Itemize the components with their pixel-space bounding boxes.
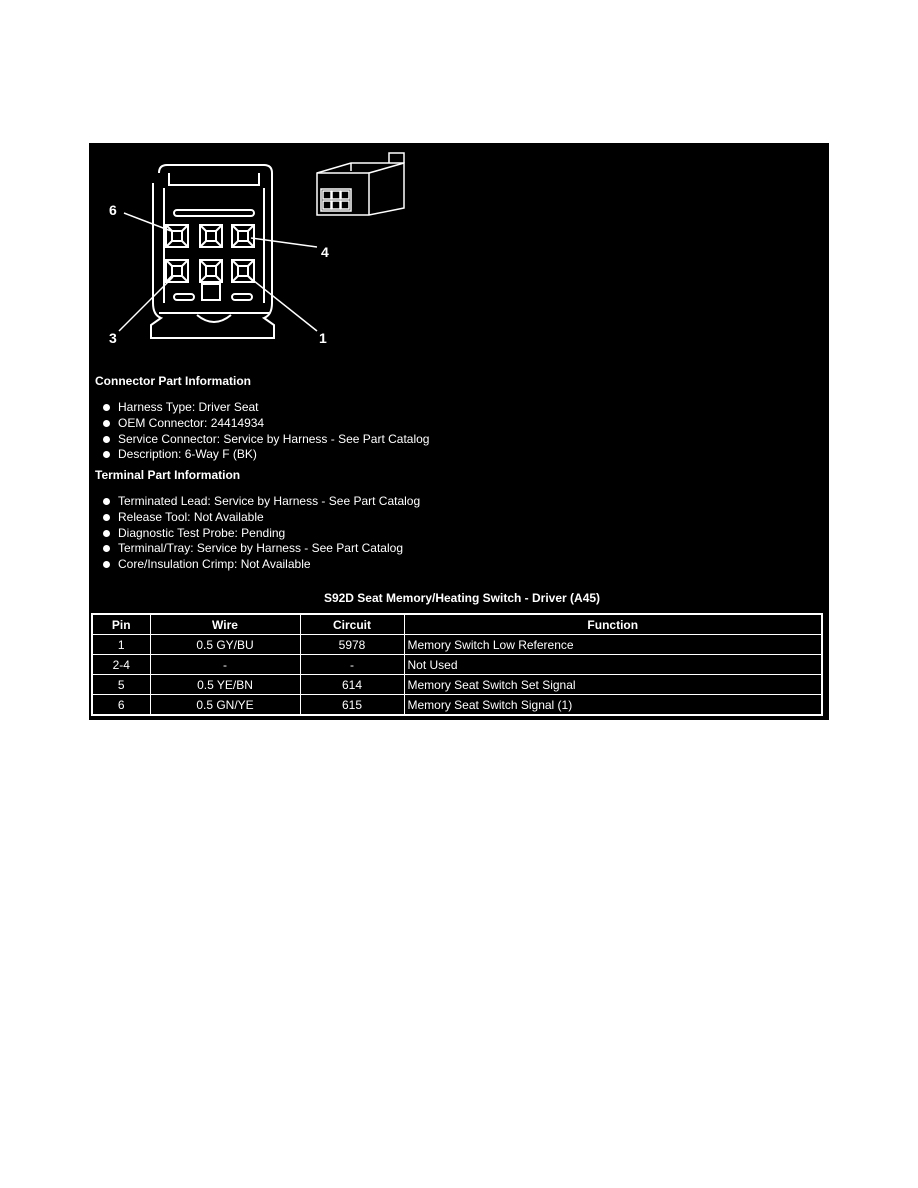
list-item: Terminated Lead: Service by Harness - See Part Catalog bbox=[101, 494, 420, 510]
cell-wire: 0.5 GY/BU bbox=[150, 635, 300, 655]
cell-circuit: - bbox=[300, 655, 404, 675]
cell-wire: - bbox=[150, 655, 300, 675]
cell-wire: 0.5 GN/YE bbox=[150, 695, 300, 716]
header-wire: Wire bbox=[150, 614, 300, 635]
callout-6: 6 bbox=[109, 202, 117, 218]
cell-function: Memory Seat Switch Set Signal bbox=[404, 675, 822, 695]
table-row bbox=[92, 655, 822, 675]
cell-pin: 2-4 bbox=[92, 655, 150, 675]
pin-table-title: S92D Seat Memory/Heating Switch - Driver (A45) bbox=[323, 591, 601, 605]
list-item: Diagnostic Test Probe: Pending bbox=[101, 526, 420, 542]
connector-face-diagram bbox=[89, 143, 829, 363]
callout-3: 3 bbox=[109, 330, 117, 346]
list-item: Description: 6-Way F (BK) bbox=[101, 447, 429, 463]
header-circuit: Circuit bbox=[300, 614, 404, 635]
list-item: OEM Connector: 24414934 bbox=[101, 416, 429, 432]
table-row bbox=[92, 675, 822, 695]
pin-table bbox=[91, 613, 823, 716]
list-item: Release Tool: Not Available bbox=[101, 510, 420, 526]
header-function: Function bbox=[404, 614, 822, 635]
terminal-info-title: Terminal Part Information bbox=[95, 468, 241, 482]
callout-4: 4 bbox=[321, 244, 329, 260]
cell-circuit: 5978 bbox=[300, 635, 404, 655]
cell-pin: 1 bbox=[92, 635, 150, 655]
connector-info-list bbox=[101, 400, 429, 463]
terminal-info-list bbox=[101, 494, 420, 573]
table-row bbox=[92, 635, 822, 655]
cell-function: Memory Switch Low Reference bbox=[404, 635, 822, 655]
cell-pin: 5 bbox=[92, 675, 150, 695]
header-pin: Pin bbox=[92, 614, 150, 635]
connector-info-title: Connector Part Information bbox=[95, 374, 252, 388]
cell-circuit: 614 bbox=[300, 675, 404, 695]
list-item: Harness Type: Driver Seat bbox=[101, 400, 429, 416]
cell-function: Not Used bbox=[404, 655, 822, 675]
cell-wire: 0.5 YE/BN bbox=[150, 675, 300, 695]
connector-3d-icon bbox=[317, 153, 404, 215]
cell-pin: 6 bbox=[92, 695, 150, 716]
connector-panel bbox=[89, 143, 829, 720]
callout-1: 1 bbox=[319, 330, 327, 346]
cell-function: Memory Seat Switch Signal (1) bbox=[404, 695, 822, 716]
table-header-row bbox=[92, 614, 822, 635]
list-item: Terminal/Tray: Service by Harness - See Part Catalog bbox=[101, 541, 420, 557]
list-item: Core/Insulation Crimp: Not Available bbox=[101, 557, 420, 573]
cell-circuit: 615 bbox=[300, 695, 404, 716]
table-row bbox=[92, 695, 822, 716]
list-item: Service Connector: Service by Harness - See Part Catalog bbox=[101, 432, 429, 448]
